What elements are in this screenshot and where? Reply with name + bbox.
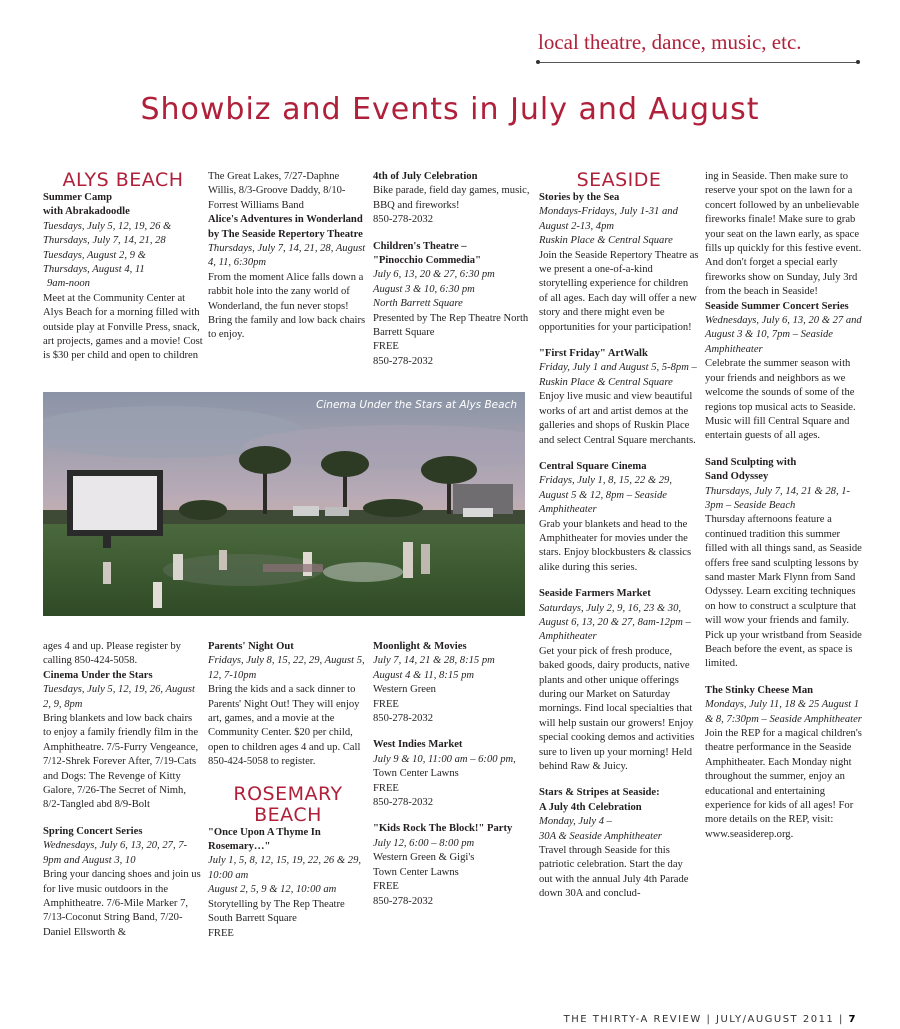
event-body: From the moment Alice falls down a rabbit hole into the zany world of Wonderland, the fun never stops! Bring the family and low back chairs to enjoy. — [208, 271, 366, 341]
event-where: 30A & Seaside Amphitheater — [539, 830, 662, 842]
event-when: Mondays-Fridays, July 1-31 and August 2-13, 4pm — [539, 206, 678, 232]
event-body: Join the REP for a magical children's theatre performance in the Seaside Amphitheater. Each Monday night throughout the summer, enjoy an educational and entertaining experience for kids of all ages! For more details on the REP, visit: www.seasiderep.org. — [705, 728, 862, 840]
event-title: Stars & Stripes at Seaside: — [539, 787, 660, 799]
column-2-bottom — [208, 640, 368, 953]
heading-rosemary: ROSEMARY — [233, 782, 343, 805]
event-price: FREE — [208, 927, 234, 939]
event-title: Sand Odyssey — [705, 471, 769, 483]
column-3-bottom — [373, 640, 533, 921]
heading-seaside: SEASIDE — [576, 169, 662, 191]
event-parents-night — [208, 640, 368, 770]
rule-dot-right — [856, 60, 860, 64]
event-title: Seaside Farmers Market — [539, 588, 651, 600]
event-where: Western Green & Gigi's — [373, 852, 475, 864]
event-when: July 12, 6:00 – 8:00 pm — [373, 837, 475, 849]
event-body: Presented by The Rep Theatre North Barrett Square — [373, 312, 529, 339]
event-when: Friday, July 1 and August 5, 5-8pm – Ruskin Place & Central Square — [539, 362, 697, 388]
event-where: Western Green — [373, 684, 436, 696]
event-body: Enjoy live music and view beautiful works of art and artist demos at the galleries and shops of Ruskin Place and select Central Square merchants. — [539, 391, 696, 446]
footer-text: THE THIRTY-A REVIEW | JULY/AUGUST 2011 | — [563, 1014, 844, 1025]
event-when: Thursdays, August 4, 11 — [43, 264, 145, 276]
event-phone: 850-278-2032 — [373, 895, 434, 907]
event-where: Town Center Lawns — [373, 866, 459, 878]
column-1-bottom — [43, 640, 203, 952]
event-when: Wednesdays, July 6, 13, 20 & 27 and August 3 & 10, 7pm – Seaside Amphitheater — [705, 315, 862, 355]
event-body: Storytelling by The Rep Theatre South Barrett Square — [208, 898, 345, 925]
event-stories-by-the-sea — [539, 191, 699, 335]
rule-dot-left — [536, 60, 540, 64]
event-body: Travel through Seaside for this patriotic celebration. Start the day out with the annual July 4th Parade down 30A and conclud- — [539, 845, 689, 900]
event-title: West Indies Market — [373, 739, 463, 751]
event-title: "Once Upon A Thyme In Rosemary…" — [208, 826, 321, 853]
event-4th-of-july — [373, 170, 533, 228]
event-price: FREE — [373, 782, 399, 794]
event-when: Tuesdays, July 5, 12, 19, 26 & — [43, 220, 172, 232]
event-price: FREE — [373, 698, 399, 710]
page-footer — [564, 1014, 857, 1025]
event-body: Celebrate the summer season with your friends and neighbors as we welcome the sounds of some of the regions top musical acts to Seaside. Music will fill Central Square and entertain guests of all ages. — [705, 358, 856, 442]
event-stinky-cheese-man — [705, 684, 865, 842]
event-title: 4th of July Celebration — [373, 171, 478, 182]
event-childrens-theatre — [373, 240, 533, 370]
event-when: Saturdays, July 2, 9, 16, 23 & 30, August 6, 13, 20 & 27, 8am-12pm – Amphitheater — [539, 602, 691, 643]
event-when: Tuesdays, August 2, 9 & — [43, 249, 146, 261]
heading-alys-beach: ALYS BEACH — [62, 169, 184, 191]
page-number: 7 — [848, 1014, 857, 1025]
event-when: Thursdays, July 7, 14, 21, 28 — [43, 235, 166, 247]
event-title: Alice's Adventures in Wonderland by The Seaside Repertory Theatre — [208, 214, 363, 240]
event-title: Cinema Under the Stars — [43, 669, 153, 681]
event-when: July 1, 5, 8, 12, 15, 19, 22, 26 & 29, 10:00 am — [208, 855, 362, 881]
section-rule — [538, 62, 858, 63]
event-body: Meet at the Community Center at Alys Beach for a morning filled with outside play at Fonville Press, snack, art projects, games and a movie! Cost is $30 per child and open to children — [43, 292, 203, 362]
event-title: Central Square Cinema — [539, 460, 647, 472]
event-sand-sculpting — [705, 456, 865, 672]
event-body: Grab your blankets and head to the Amphitheater for movies under the stars. Enjoy blockbusters & classics alike during this series. — [539, 518, 692, 573]
event-when: Tuesdays, July 5, 12, 19, 26, August 2, 9, 8pm — [43, 684, 195, 710]
event-when: Mondays, July 11, 18 & 25 August 1 & 8, 7:30pm – Seaside Amphitheater — [705, 699, 862, 725]
event-price: FREE — [373, 341, 399, 353]
event-phone: 850-278-2032 — [373, 214, 434, 226]
event-summer-camp — [43, 191, 203, 364]
event-body: Bring the kids and a sack dinner to Parents' Night Out! They will enjoy art, games, and a movie at the Community Center. $20 per child, open to children ages 4 and up. Call 850-424-5058 to register. — [208, 684, 361, 768]
event-price: FREE — [373, 881, 399, 893]
event-when: July 9 & 10, 11:00 am – 6:00 pm, — [373, 753, 516, 765]
event-body: Bring blankets and low back chairs to enjoy a family friendly film in the Amphitheatre. 7/5-Furry Vengeance, 7/12-Shrek Forever After, 7/19-Cats and Dogs: The Revenge of Kitty Galore, 7/26-The Secret of Nimh, 8/2-Tangled abd 8/9-Bolt — [43, 713, 199, 811]
event-spring-concert — [43, 825, 203, 940]
event-where: Ruskin Place & Central Square — [539, 235, 673, 247]
photo-caption: Cinema Under the Stars at Alys Beach — [316, 399, 517, 411]
event-when: August 4 & 11, 8:15 pm — [373, 669, 475, 681]
event-when: Thursdays, July 7, 14, 21 & 28, 1-3pm – Seaside Beach — [705, 485, 851, 511]
event-title: Seaside Summer Concert Series — [705, 300, 849, 312]
event-when: Monday, July 4 – — [539, 816, 612, 828]
event-title: Parents' Night Out — [208, 641, 294, 652]
event-kids-rock-the-block — [373, 822, 533, 908]
event-body: Thursday afternoons feature a continued tradition this summer filled with all things sand, as Seaside offers free sand sculpting lessons by sand master Mark Flynn from Sand Odyssey. Learn exciting techniques on how to construct a sculpture that will wow your friends and family. Pick up your wristband from Seaside Beach before the event, as space is limited. — [705, 514, 862, 670]
cinema-photo-image — [43, 392, 525, 616]
event-title: Children's Theatre – — [373, 240, 467, 252]
event-once-upon-a-thyme — [208, 826, 368, 941]
column-seaside — [539, 170, 699, 914]
event-title: "Pinocchio Commedia" — [373, 255, 481, 267]
column-alys-beach-top — [43, 170, 203, 376]
event-body: Get your pick of fresh produce, baked goods, dairy products, native plants and other unique offerings during our Market on Saturday mornings. Find local specialties that will help sustain our growers! Enjoy special cooking demos and activities sure to liven up your morning! Held behind Raw & Juicy. — [539, 645, 695, 773]
event-alice — [208, 213, 368, 343]
event-body: Bring your dancing shoes and join us for live music outdoors in the Amphitheatre. 7/6-Mile Marker 7, 7/13-Coconut String Band, 7/20-Daniel Ellsworth & — [43, 869, 201, 938]
heading-beach: BEACH — [254, 803, 322, 826]
event-stars-and-stripes — [539, 786, 699, 901]
event-when: 9am-noon — [47, 278, 90, 290]
event-when: July 7, 14, 21 & 28, 8:15 pm — [373, 655, 495, 667]
event-title: A July 4th Celebration — [539, 801, 642, 813]
event-when: Wednesdays, July 6, 13, 20, 27, 7-9pm and August 3, 10 — [43, 840, 188, 866]
event-seaside-summer-concert — [705, 300, 865, 444]
column-seaside-continued — [705, 170, 865, 854]
event-when: July 6, 13, 20 & 27, 6:30 pm — [373, 269, 495, 281]
event-title: Stories by the Sea — [539, 192, 620, 203]
event-where: Town Center Lawns — [373, 768, 459, 780]
cinema-photo — [43, 392, 525, 616]
event-where: North Barrett Square — [373, 298, 463, 310]
page-title: Showbiz and Events in July and August — [140, 92, 760, 127]
section-tag: local theatre, dance, music, etc. — [538, 30, 802, 54]
column-2-top — [208, 170, 368, 355]
event-seaside-farmers-market — [539, 587, 699, 774]
event-west-indies-market — [373, 738, 533, 810]
event-first-friday-artwalk — [539, 347, 699, 448]
event-title: Summer Camp — [43, 192, 112, 203]
continued-text: ages 4 and up. Please register by calling 850-424-5058. — [43, 641, 181, 667]
event-body: Bike parade, field day games, music, BBQ and fireworks! — [373, 185, 530, 211]
event-phone: 850-278-2032 — [373, 797, 434, 809]
column-3-top — [373, 170, 533, 381]
event-title: "First Friday" ArtWalk — [539, 348, 648, 360]
event-central-square-cinema — [539, 460, 699, 575]
event-title: with Abrakadoodle — [43, 206, 130, 218]
event-title: Sand Sculpting with — [705, 456, 797, 468]
event-phone: 850-278-2032 — [373, 713, 434, 725]
event-title: The Stinky Cheese Man — [705, 684, 814, 696]
event-title: Moonlight & Movies — [373, 641, 467, 652]
event-phone: 850-278-2032 — [373, 355, 434, 367]
event-title: "Kids Rock The Block!" Party — [373, 823, 513, 835]
event-when: August 3 & 10, 6:30 pm — [373, 283, 475, 295]
event-moonlight-movies — [373, 640, 533, 726]
event-when: Fridays, July 1, 8, 15, 22 & 29, August 5 & 12, 8pm – Seaside Amphitheater — [539, 475, 672, 516]
event-when: Thursdays, July 7, 14, 21, 28, August 4, 11, 6:30pm — [208, 243, 366, 269]
continued-text: The Great Lakes, 7/27-Daphne Willis, 8/3-Groove Daddy, 8/10-Forrest Williams Band — [208, 171, 346, 211]
event-body: Join the Seaside Repertory Theatre as we present a one-of-a-kind storytelling experience for children of all ages. Each day will offer a new story and there might even be opportunities for your participation! — [539, 249, 699, 333]
event-title: Spring Concert Series — [43, 825, 143, 837]
continued-text: ing in Seaside. Then make sure to reserve your spot on the lawn for a concert followed by an unbelievable fireworks finale! Make sure to grab your seat on the lawn early, as space fills up quickly for this festive event. And don't forget a special early fireworks show on Sunday, July 3rd from the beach in Seaside! — [705, 171, 862, 298]
event-when: Fridays, July 8, 15, 22, 29, August 5, 12, 7-10pm — [208, 655, 365, 681]
event-cinema-under-stars — [43, 669, 203, 813]
event-when: August 2, 5, 9 & 12, 10:00 am — [208, 884, 337, 896]
